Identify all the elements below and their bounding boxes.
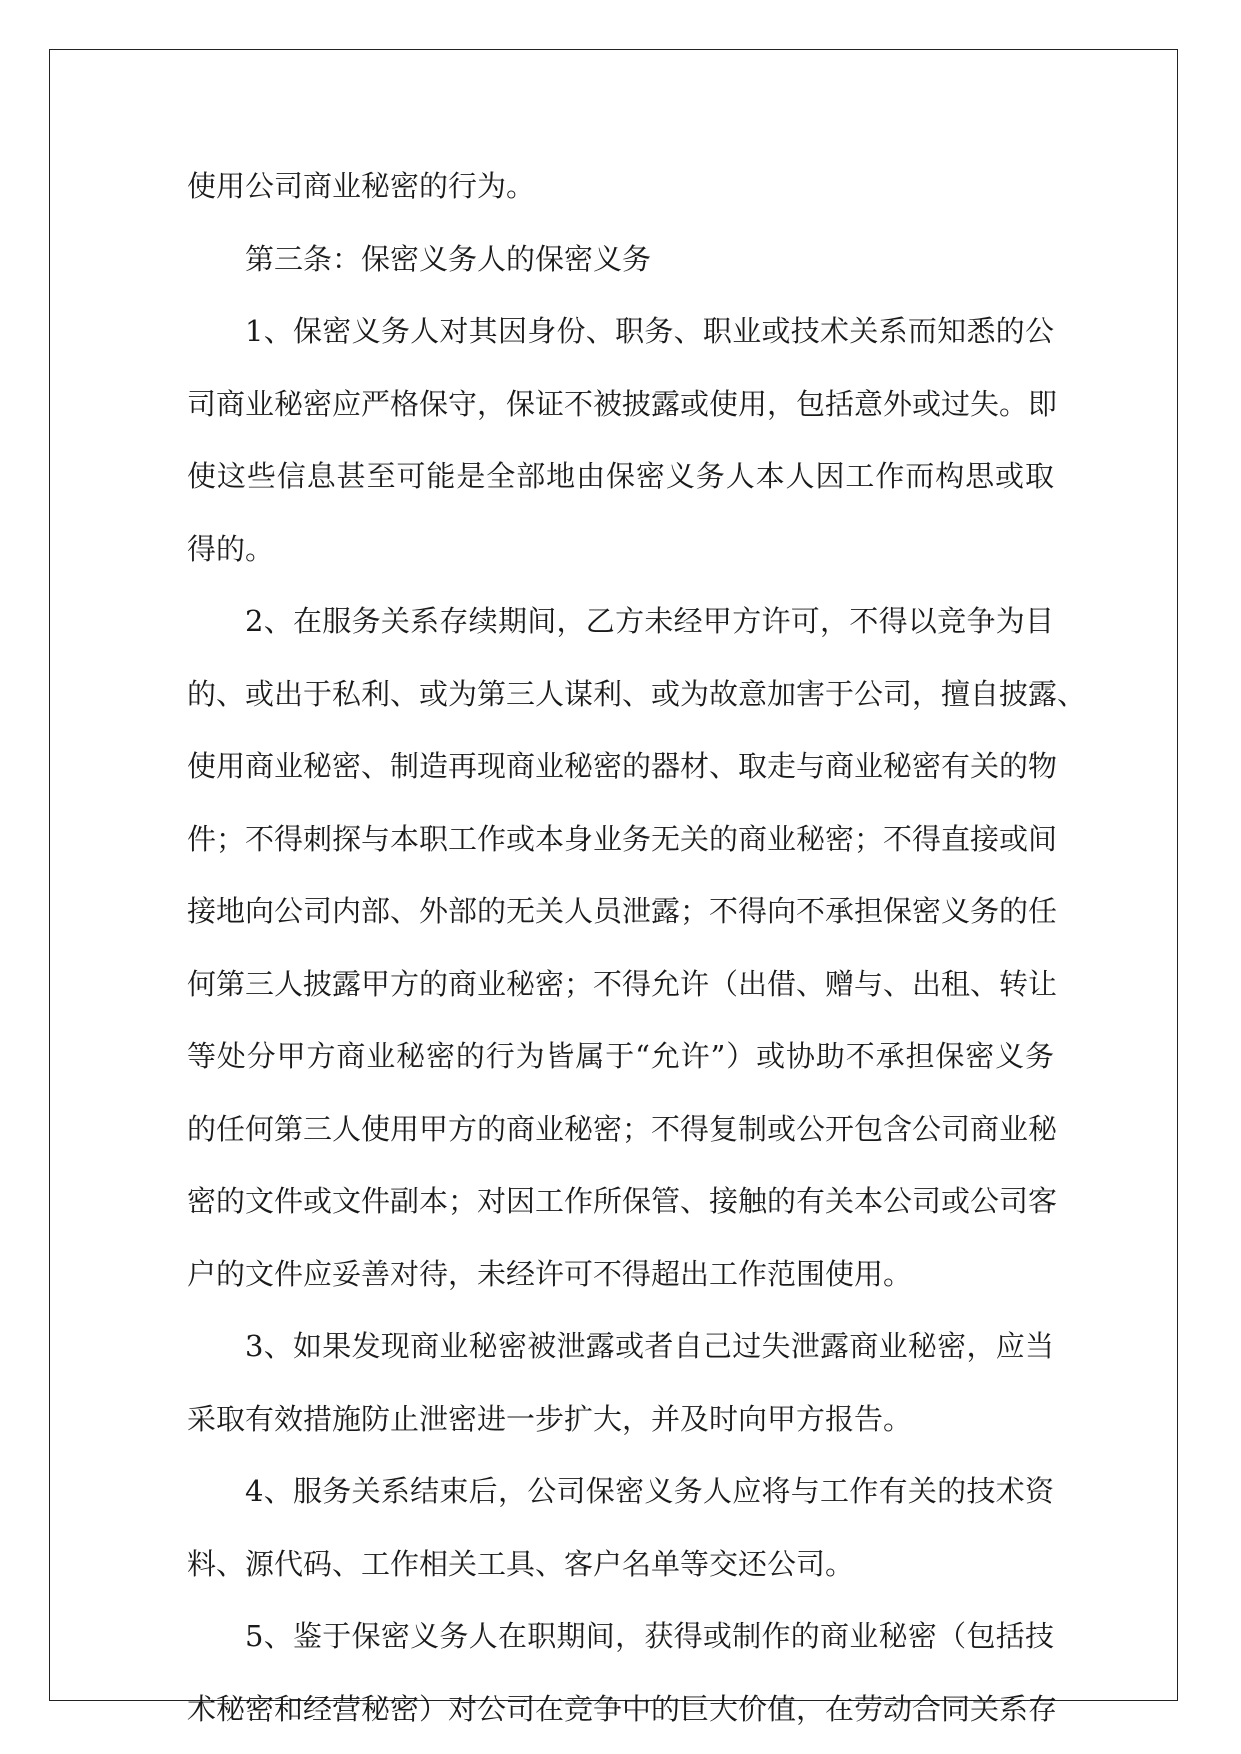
text-line: 料、源代码、工作相关工具、客户名单等交还公司。 xyxy=(187,1546,855,1581)
section-heading: 第三条：保密义务人的保密义务 xyxy=(245,241,652,276)
text-line: 使这些信息甚至可能是全部地由保密义务人本人因工作而构思或取 xyxy=(187,459,1054,493)
text-line: 密的文件或文件副本；对因工作所保管、接触的有关本公司或公司客 xyxy=(187,1184,1058,1218)
text-line: 何第三人披露甲方的商业秘密；不得允许（出借、赠与、出租、转让 xyxy=(187,966,1058,1001)
text-line: 5、鉴于保密义务人在职期间，获得或制作的商业秘密（包括技 xyxy=(245,1619,1054,1653)
text-line: 1、保密义务人对其因身份、职务、职业或技术关系而知悉的公 xyxy=(245,314,1054,348)
text-line: 使用公司商业秘密的行为。 xyxy=(187,169,536,203)
text-line: 采取有效措施防止泄密进一步扩大，并及时向甲方报告。 xyxy=(187,1401,913,1436)
text-line: 的、或出于私利、或为第三人谋利、或为故意加害于公司，擅自披露、 xyxy=(187,676,1087,711)
text-line: 的任何第三人使用甲方的商业秘密；不得复制或公开包含公司商业秘 xyxy=(187,1111,1058,1146)
text-line: 4、服务关系结束后，公司保密义务人应将与工作有关的技术资 xyxy=(245,1474,1054,1508)
text-line: 得的。 xyxy=(187,531,275,566)
text-line: 等处分甲方商业秘密的行为皆属于“允许”）或协助不承担保密义务 xyxy=(187,1039,1054,1073)
text-line: 2、在服务关系存续期间，乙方未经甲方许可，不得以竞争为目 xyxy=(245,604,1054,638)
text-line: 户的文件应妥善对待，未经许可不得超出工作范围使用。 xyxy=(187,1256,913,1291)
text-line: 使用商业秘密、制造再现商业秘密的器材、取走与商业秘密有关的物 xyxy=(187,749,1058,783)
text-line: 接地向公司内部、外部的无关人员泄露；不得向不承担保密义务的任 xyxy=(187,894,1058,928)
document-body xyxy=(187,150,1087,1745)
text-line: 件；不得刺探与本职工作或本身业务无关的商业秘密；不得直接或间 xyxy=(187,821,1058,856)
text-line: 3、如果发现商业秘密被泄露或者自己过失泄露商业秘密，应当 xyxy=(245,1329,1054,1363)
text-line: 司商业秘密应严格保守，保证不被披露或使用，包括意外或过失。即 xyxy=(187,386,1058,421)
text-line: 术秘密和经营秘密）对公司在竞争中的巨大价值，在劳动合同关系存 xyxy=(187,1691,1058,1726)
